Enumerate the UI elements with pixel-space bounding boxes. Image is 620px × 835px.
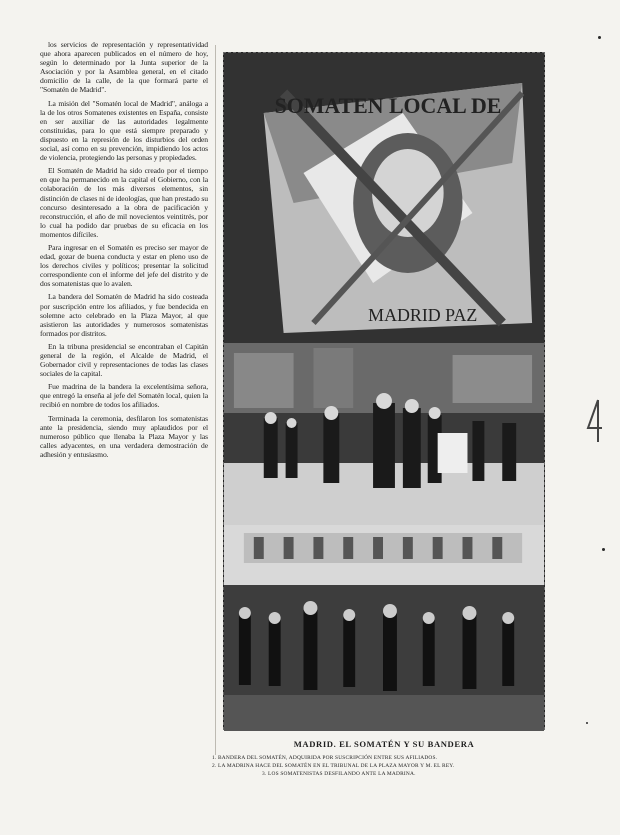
article-paragraph: La bandera del Somatén de Madrid ha sido costeada por suscripción entre los afiliados, y fue bendecida en solemne acto celebrado en la Plaza Mayor, al que asistieron las autoridades y numerosos somatenistas formados por distritos. bbox=[40, 292, 208, 338]
scan-speck bbox=[586, 722, 588, 724]
article-paragraph: los servicios de representación y representatividad que ahora aparecen publicados en el número de hoy, según lo determinado por la Junta superior de la Asociación y por la Asamblea general, en el citado domicilio de la calle, de la que formará parte el "Somatén de Madrid". bbox=[40, 40, 208, 95]
article-paragraph: Para ingresar en el Somatén es preciso ser mayor de edad, gozar de buena conducta y estar en pleno uso de los derechos civiles y políticos; presentar la solicitud correspondiente con el informe del jefe del distrito y de dos somatenistas que lo avalen. bbox=[40, 242, 208, 289]
caption-line-3: 3. LOS SOMATENISTAS DESFILANDO ANTE LA MADRINA. bbox=[262, 771, 416, 778]
column-divider bbox=[215, 45, 216, 755]
scan-speck bbox=[602, 548, 605, 551]
ceremony-photo bbox=[224, 343, 544, 525]
article-paragraph: Fue madrina de la bandera la excelentísima señora, que entregó la enseña al jefe del Somatén local, quien la recibió en nombre de todos los afiliados. bbox=[40, 382, 208, 410]
flag-text-top: SOMATEN LOCAL DE bbox=[274, 92, 502, 119]
article-paragraph: En la tribuna presidencial se encontraban el Capitán general de la región, el Alcalde de Madrid, el Gobernador civil y representaciones de todas las clases sociales de la capital. bbox=[40, 341, 208, 379]
article-paragraph: El Somatén de Madrid ha sido creado por el tiempo en que ha permanecido en la capital el Gobierno, con la colaboración de los más diversos elementos, sin distinción de clases ni de ideologías, que han prestado su concurso desinteresado a la obra de pacificación y reconstrucción, el año de mil novecientos veintitrés, por lo cual ha podido dar pruebas de su eficacia en los momentos difíciles. bbox=[40, 166, 208, 239]
photo-caption bbox=[212, 754, 558, 779]
article-paragraph: La misión del "Somatén local de Madrid", análoga a la de los otros Somatenes existentes en España, consiste en ser auxiliar de las autoridades legalmente constituidas, para lo que está siempre preparado y dispuesto en la represión de los disturbios del orden social, así como en su prevención, impidiendo los actos de violencia, protegiendo las personas y propiedades. bbox=[40, 98, 208, 163]
photo-collage bbox=[223, 52, 545, 730]
caption-line-1: 1. BANDERA DEL SOMATÉN, ADQUIRIDA POR SUSCRIPCIÓN ENTRE SUS AFILIADOS. bbox=[212, 755, 438, 761]
flag-text-bottom: MADRID PAZ bbox=[368, 304, 478, 326]
margin-mark-icon bbox=[584, 398, 606, 444]
caption-line-2: 2. LA MADRINA HACE DEL SOMATÉN EN EL TRIBUNAL DE LA PLAZA MAYOR Y M. EL REY. bbox=[212, 763, 455, 770]
scan-speck bbox=[598, 36, 601, 39]
photo-caption-title: MADRID. EL SOMATÉN Y SU BANDERA bbox=[293, 739, 475, 749]
parade-photo bbox=[224, 525, 544, 731]
article-column bbox=[40, 40, 208, 760]
article-paragraph: Terminada la ceremonia, desfilaron los somatenistas ante la presidencia, siendo muy aplaudidos por el numeroso público que llenaba la Plaza Mayor y las calles adyacentes, en una verdadera demostración de adhesión y entusiasmo. bbox=[40, 413, 208, 459]
flag-photo bbox=[224, 53, 544, 343]
